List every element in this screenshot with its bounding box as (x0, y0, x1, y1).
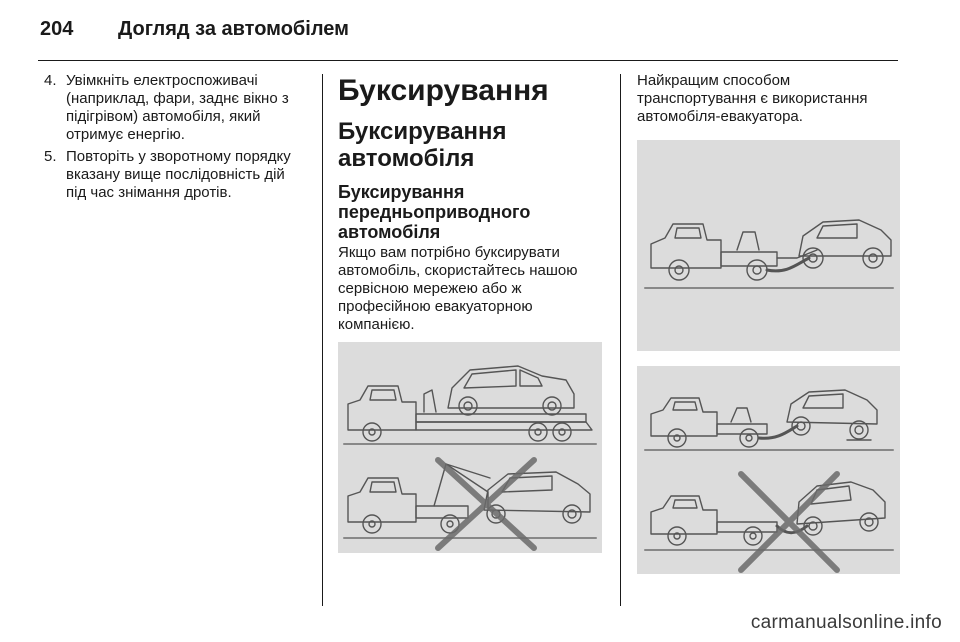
towing-paragraph: Якщо вам потрібно буксирувати автомобіль, скористайтесь нашою сервісною мережею або ж професійною евакуаторною компанією. (338, 244, 578, 333)
step-number: 4. (44, 72, 57, 89)
column-1 (40, 72, 308, 206)
cross-mark-icon (438, 460, 534, 548)
column-2 (338, 72, 606, 334)
subsection-heading: Буксирування автомобіля (338, 118, 507, 172)
list-item (40, 72, 308, 144)
wheel-lift-towing-figure (637, 140, 900, 351)
list-item (40, 148, 308, 202)
page-number: 204 (40, 18, 74, 40)
page-header (40, 18, 349, 48)
hook-towing-illustration (344, 464, 596, 538)
column-divider-1 (322, 74, 323, 606)
step-list (40, 72, 308, 202)
column-divider-2 (620, 74, 621, 606)
section-heading: Буксирування (338, 74, 549, 107)
watermark: carmanualsonline.info (750, 612, 942, 633)
column-3 (637, 72, 905, 126)
topic-heading: Буксирування передньоприводного автомобіля (338, 182, 531, 242)
header-rule (38, 60, 898, 61)
transport-paragraph: Найкращим способом транспортування є використання автомобіля-евакуатора. (637, 72, 868, 125)
page-title: Догляд за автомобілем (118, 18, 349, 40)
flatbed-truck-illustration (344, 366, 596, 444)
dolly-towing-illustration (645, 390, 893, 450)
step-number: 5. (44, 148, 57, 165)
dolly-towing-figure (637, 366, 900, 574)
flatbed-towing-figure (338, 342, 602, 553)
step-text: Повторіть у зворотному порядку вказану вище послідовність дій під час знімання дротів. (66, 148, 291, 201)
step-text: Увімкніть електроспоживачі (наприклад, фари, заднє вікно з підігрівом) автомобіля, який отримує енергію. (66, 72, 289, 143)
